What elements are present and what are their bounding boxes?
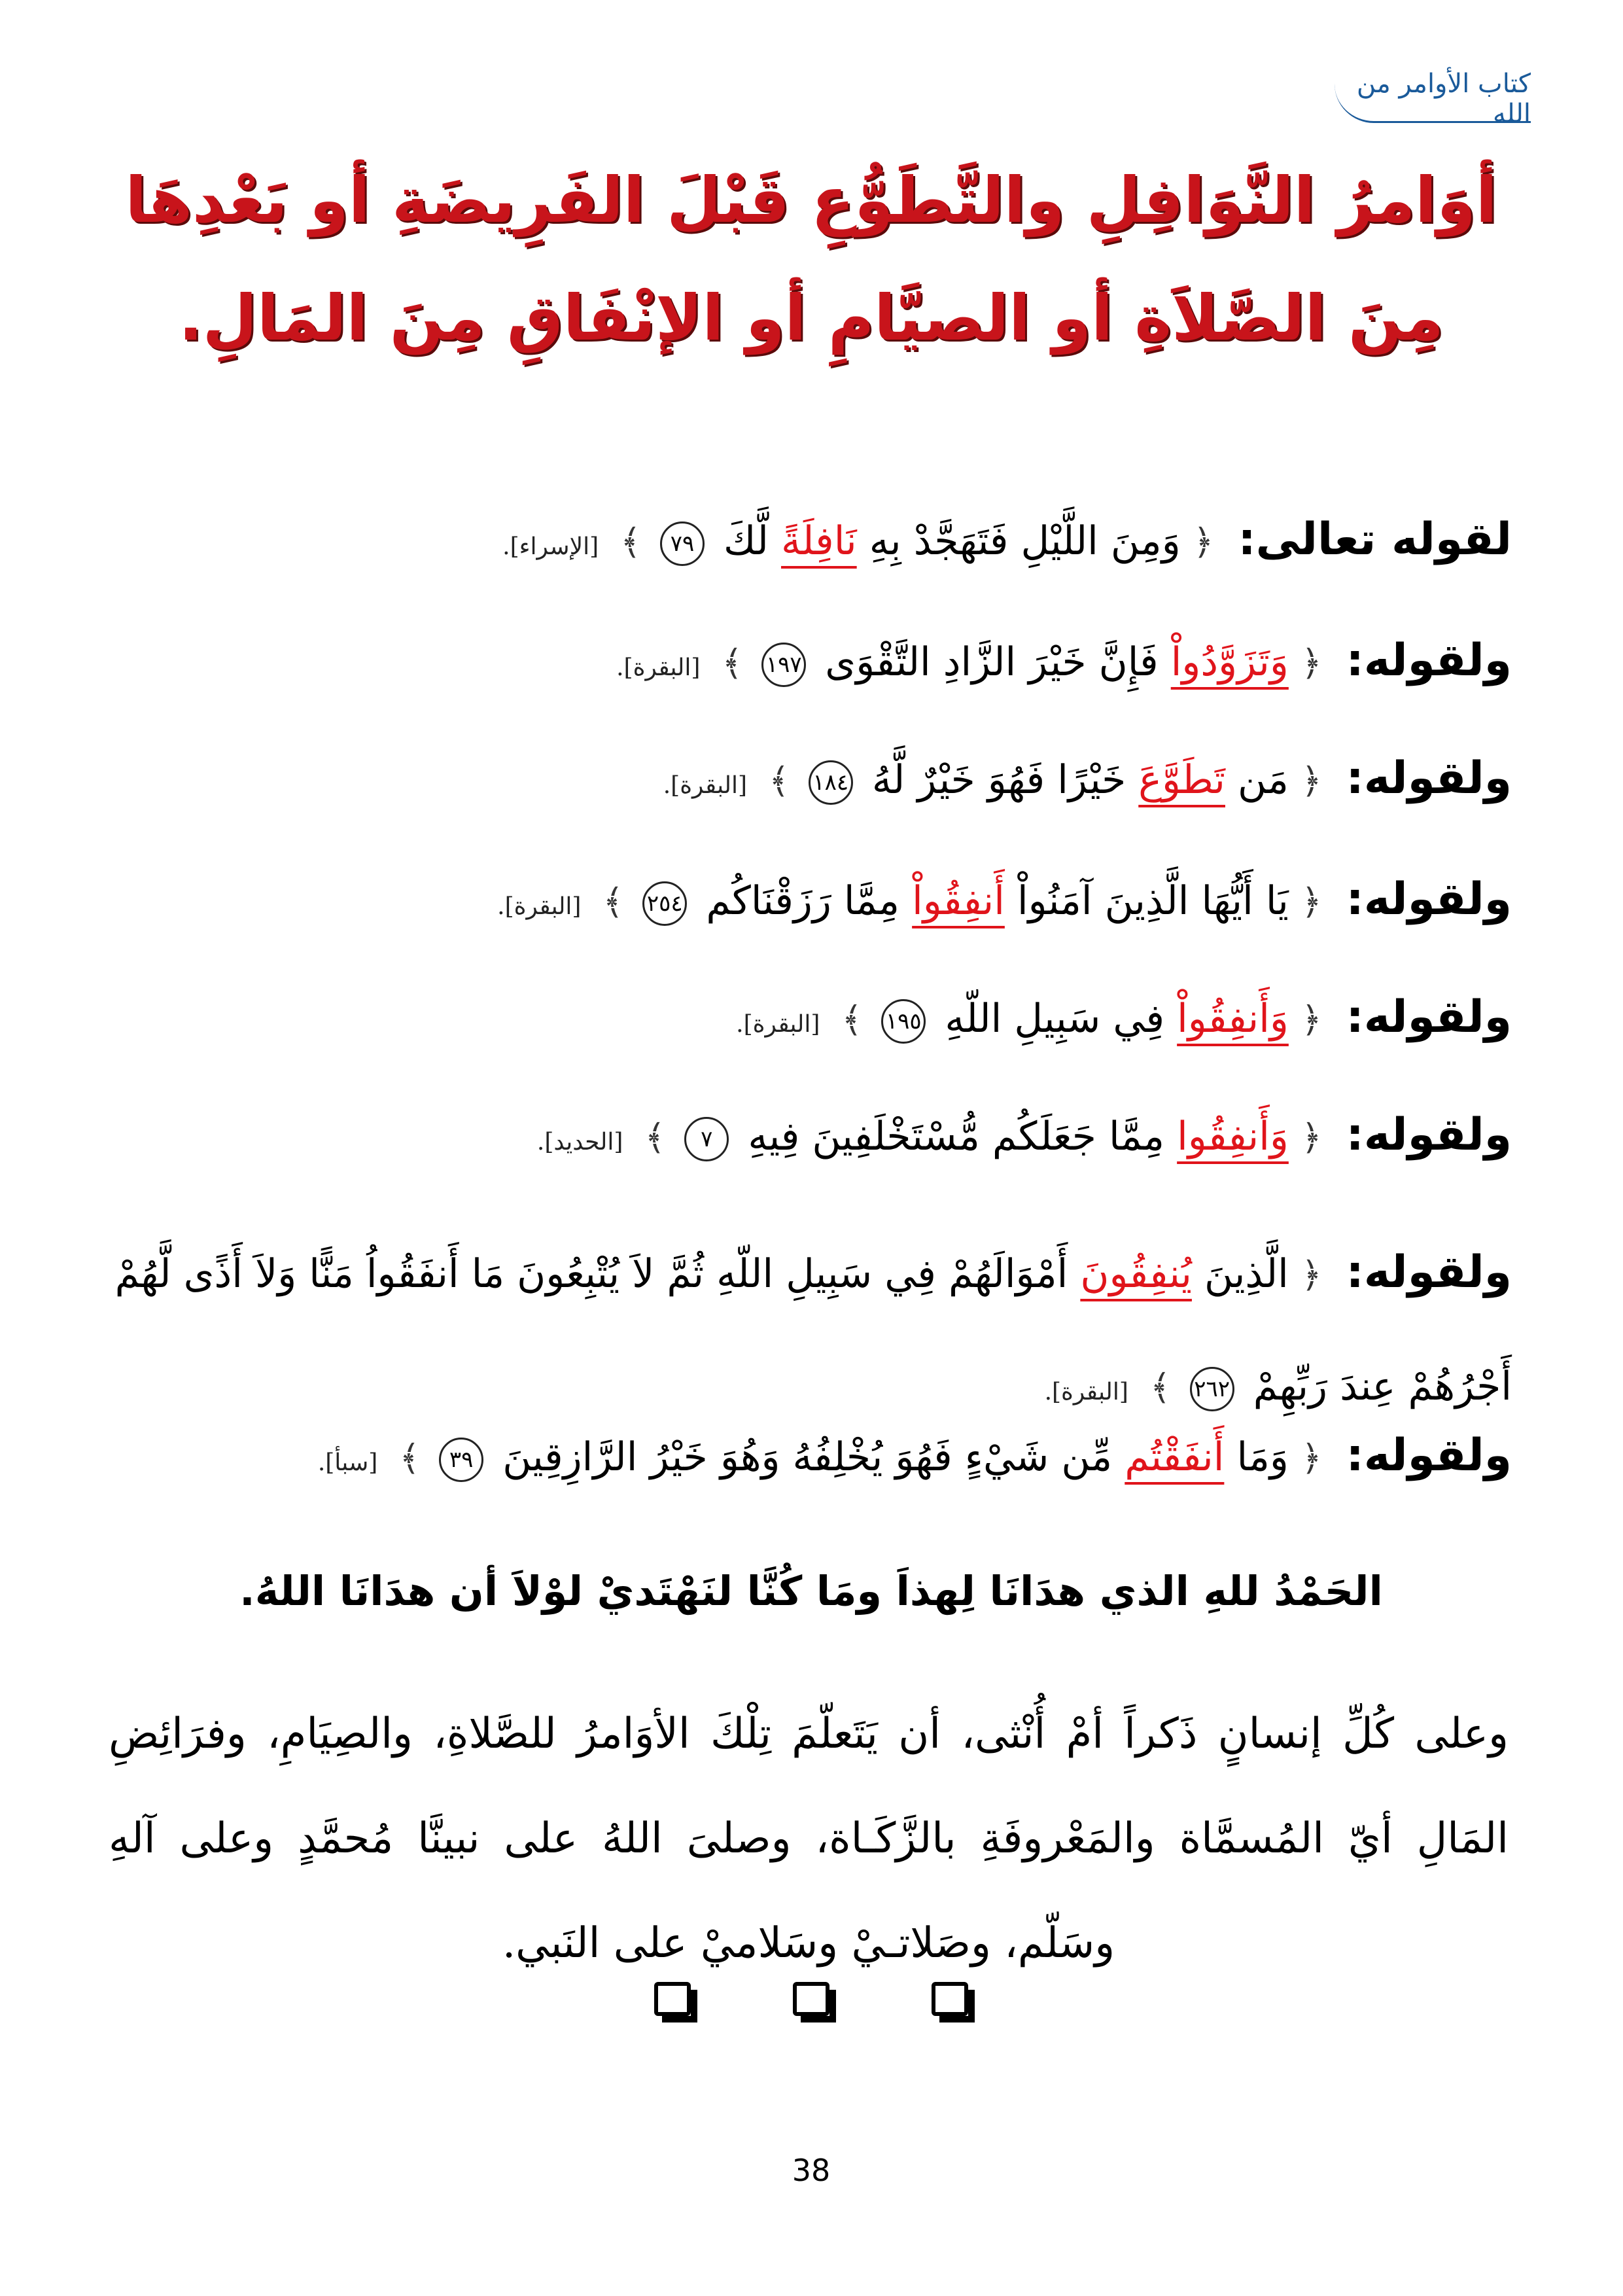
verse-open-bracket: ﴿ (1193, 521, 1214, 563)
verse-keyword: وَأَنفِقُواْ (1177, 996, 1289, 1042)
section-separator (654, 1973, 968, 2025)
verse-lead: ولقوله: (1346, 874, 1512, 925)
verse-lead: لقوله تعالى: (1238, 514, 1512, 565)
verse-close-bracket: ﴾ (602, 881, 624, 923)
verse-line (105, 1420, 1512, 1499)
verse-close-bracket: ﴾ (644, 1117, 666, 1158)
verse-source: [الحديد]. (536, 1129, 623, 1156)
verse-text-after: مِمَّا جَعَلَكُم مُّسْتَخْلَفِينَ فِيهِ (748, 1114, 1165, 1159)
verse-close-bracket: ﴾ (769, 760, 790, 802)
verse-line (105, 981, 1512, 1061)
verse-line (105, 1217, 1512, 1448)
verse-text-before: وَمَا (1236, 1434, 1289, 1480)
verse-source: [البقرة]. (497, 893, 582, 920)
verse-keyword: نَافِلَةً (780, 518, 857, 564)
verse-close-bracket: ﴾ (841, 999, 863, 1040)
verse-keyword: أَنفِقُواْ (912, 878, 1005, 924)
verse-text-after: خَيْرًا فَهُوَ خَيْرٌ لَّهُ (871, 757, 1126, 803)
verse-lead: ولقوله: (1346, 1109, 1512, 1161)
verse-source: [الإسراء]. (502, 533, 599, 560)
verse-text-after: لَّكَ (724, 518, 769, 564)
verse-lead: ولقوله: (1346, 1246, 1512, 1298)
square-ornament-icon (932, 1982, 968, 2016)
verse-lead: ولقوله: (1346, 635, 1512, 686)
page-title-line-1: أوَامرُ النَّوَافِلِ والتَّطَوُّعِ قَبْلَ الفَرِيضَةِ أو بَعْدِهَا (125, 164, 1497, 237)
closing-paragraph: وعلى كُلِّ إنسانٍ ذَكراً أمْ أُنْثى، أن يَتَعلّمَ تِلْكَ الأوَامرُ للصَّلاةِ، والصِيَامِ، وفرَائِضِ المَالِ أيّ المُسمَّاة والمَعْروفَةِ بالزَّكَـاة، وصلىَ اللهُ على نبينَّا مُحمَّدٍ وعلى آلهِ وسَلّم، وصَلاتـيْ وسَلاميْ على النَبي. (109, 1710, 1509, 1968)
verse-lead: ولقوله: (1346, 1430, 1512, 1481)
verse-open-bracket: ﴿ (1300, 881, 1322, 923)
verse-source: [البقرة]. (736, 1011, 820, 1038)
verse-line (105, 743, 1512, 822)
verse-line (105, 1099, 1512, 1178)
verse-number: ١٨٤ (809, 760, 853, 805)
verse-text-after: مِمَّا رَزَقْنَاكُم (706, 878, 900, 924)
verse-open-bracket: ﴿ (1300, 999, 1322, 1040)
verse-line (105, 864, 1512, 943)
verse-number: ١٩٧ (761, 643, 806, 687)
verse-keyword: وَأَنفِقُوا (1177, 1114, 1289, 1159)
verse-source: [البقرة]. (1044, 1379, 1128, 1405)
verse-text-before: يَا أَيُّهَا الَّذِينَ آمَنُواْ (1017, 878, 1289, 924)
verse-text-after: أَمْوَالَهُمْ فِي سَبِيلِ اللّهِ ثُمَّ لاَ يُتْبِعُونَ مَا أَنفَقُواُ مَنًّا وَلاَ أَذًى لَّهُمْ أَجْرُهُمْ عِندَ رَبِّهِمْ (114, 1251, 1512, 1409)
verse-open-bracket: ﴿ (1300, 1117, 1322, 1158)
verse-keyword: تَطَوَّعَ (1138, 757, 1225, 803)
verse-text-before: مَن (1238, 757, 1289, 803)
verse-lead: ولقوله: (1346, 752, 1512, 804)
verse-number: ٧٩ (660, 521, 705, 566)
verse-number: ٧ (684, 1117, 729, 1161)
verse-lead: ولقوله: (1346, 991, 1512, 1043)
square-ornament-icon (654, 1982, 691, 2016)
verse-source: [البقرة]. (663, 772, 748, 799)
verse-open-bracket: ﴿ (1300, 643, 1322, 684)
praise-line: الحَمْدُ للهِ الذي هدَانَا لِهذاَ ومَا كُنَّا لنَهْتَديْ لوْلاَ أن هدَانَا اللهُ. (239, 1567, 1383, 1615)
page-number: 38 (792, 2153, 831, 2188)
verse-number: ٢٦٢ (1190, 1367, 1234, 1411)
verse-open-bracket: ﴿ (1300, 1254, 1322, 1296)
verse-text-before: وَمِنَ اللَّيْلِ فَتَهَجَّدْ بِهِ (869, 518, 1181, 564)
verse-close-bracket: ﴾ (722, 643, 743, 684)
verse-keyword: أَنفَقْتُم (1125, 1434, 1225, 1480)
verse-line (105, 625, 1512, 704)
verse-source: [البقرة]. (616, 654, 701, 681)
verse-source: [سبأ]. (317, 1449, 378, 1476)
book-title-tag: كتاب الأوامر من الله (1335, 69, 1531, 123)
page-title-line-2: مِنَ الصَّلاَةِ أو الصيَّامِ أو الإنْفَاقِ مِنَ المَالِ. (179, 281, 1444, 355)
verse-number: ١٩٥ (881, 999, 926, 1044)
square-ornament-icon (793, 1982, 829, 2016)
verse-open-bracket: ﴿ (1300, 760, 1322, 802)
verse-text-after: فِي سَبِيلِ اللّهِ (945, 996, 1165, 1042)
verse-open-bracket: ﴿ (1300, 1438, 1322, 1479)
verse-keyword: يُنفِقُونَ (1080, 1251, 1192, 1297)
verse-line (105, 504, 1512, 583)
verse-close-bracket: ﴾ (399, 1438, 421, 1479)
verse-text-before: الَّذِينَ (1204, 1251, 1289, 1297)
verse-number: ٢٥٤ (642, 881, 687, 926)
verse-number: ٣٩ (439, 1438, 483, 1482)
verse-text-after: فَإِنَّ خَيْرَ الزَّادِ التَّقْوَى (825, 639, 1159, 685)
verse-keyword: وَتَزَوَّدُواْ (1170, 639, 1289, 685)
verse-close-bracket: ﴾ (1149, 1367, 1171, 1408)
verse-text-after: مِّن شَيْءٍ فَهُوَ يُخْلِفُهُ وَهُوَ خَيْرُ الرَّازِقِينَ (502, 1434, 1113, 1480)
verse-close-bracket: ﴾ (620, 521, 641, 563)
